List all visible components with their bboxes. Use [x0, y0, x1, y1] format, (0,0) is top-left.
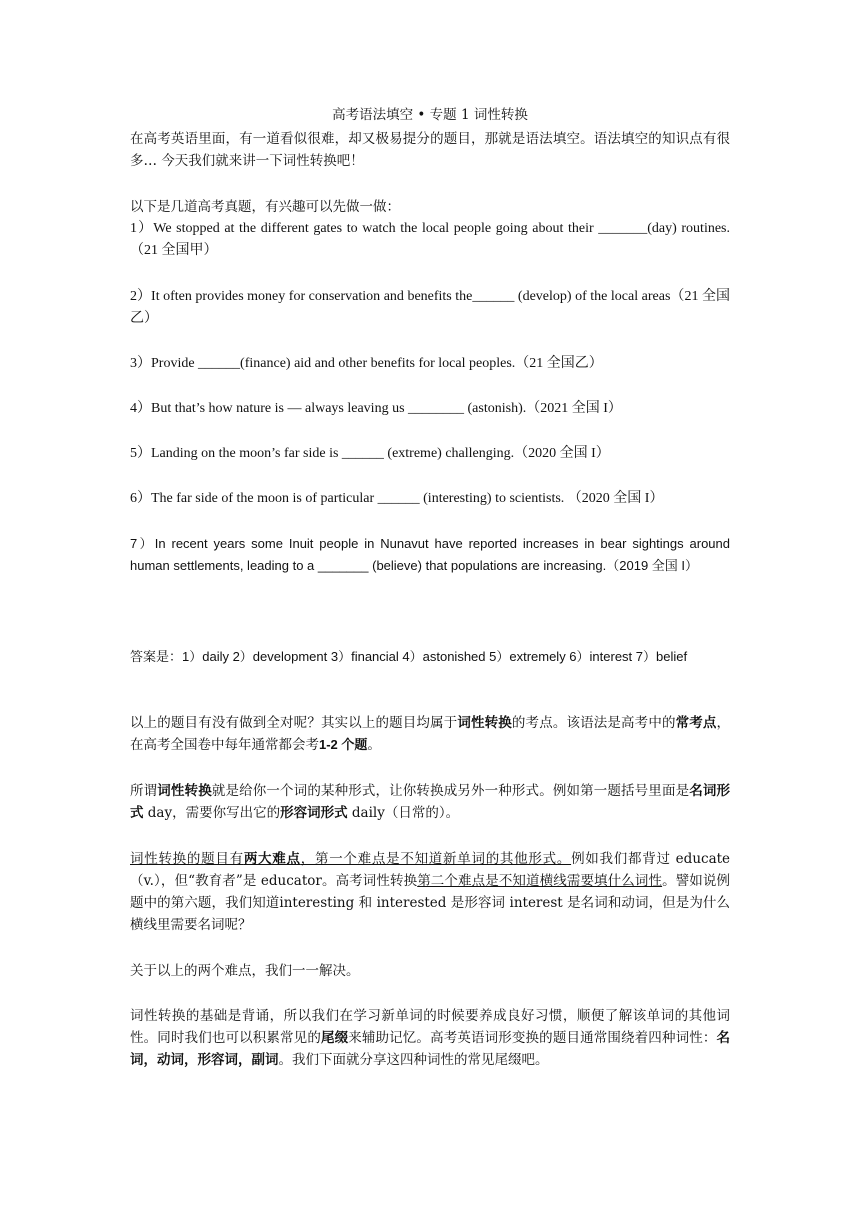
first-difficulty: ，第一个难点是不知道新单词的其他形式。: [300, 851, 572, 867]
solve-line: 关于以上的两个难点，我们一一解决。: [130, 963, 360, 979]
keyword-two-difficulties: 两大难点: [243, 851, 301, 867]
keyword-noun-form: 名词形式: [130, 783, 731, 821]
keyword-suffix: 尾缀: [320, 1030, 349, 1046]
lead-line: 以下是几道高考真题，有兴趣可以先做一做：: [130, 199, 400, 215]
question-3: 3）Provide ______(finance) aid and other benefits for local peoples.（21 全国乙）: [130, 356, 603, 371]
basis-paragraph: 词性转换的基础是背诵，所以我们在学习新单词的时候要养成良好习惯，顺便了解该单词的其他词性。同时我们也可以积累常见的尾缀来辅助记忆。高考英语词形变换的题目通常围绕着四种词性：名词，动词，形容词，副词。我们下面就分享这四种词性的常见尾缀吧。: [130, 1008, 731, 1068]
question-2: 2）It often provides money for conservation and benefits the______ (develop) of the local areas（21 全国乙）: [130, 289, 730, 326]
question-1: 1）We stopped at the different gates to watch the local people going about their _______(day) routines.（21 全国甲）: [130, 221, 730, 258]
intro-paragraph: 在高考英语里面，有一道看似很难，却又极易提分的题目，那就是语法填空。语法填空的知识点有很多… 今天我们就来讲一下词性转换吧！: [130, 131, 730, 169]
definition-paragraph: 所谓词性转换就是给你一个词的某种形式，让你转换成另外一种形式。例如第一题括号里面是名词形式 day，需要你写出它的形容词形式 daily（日常的）。: [130, 783, 731, 821]
difficulty-paragraph: 词性转换的题目有两大难点，第一个难点是不知道新单词的其他形式。例如我们都背过 educate（v.），但“教育者”是 educator。高考词性转换第二个难点是不知道横线需要填什么词性。譬如说例题中的第六题，我们知道interesting 和 interested 是形容词 interest 是名词和动词，但是为什么横线里需要名词呢？: [130, 851, 731, 933]
answers-line: 答案是：1）daily 2）development 3）financial 4）astonished 5）extremely 6）interest 7）belief: [130, 649, 688, 664]
document-title: 高考语法填空 • 专题 1 词性转换: [332, 107, 528, 123]
keyword-question-count: 1-2 个题: [319, 737, 368, 752]
second-difficulty: 第二个难点是不知道横线需要填什么词性: [417, 873, 663, 889]
question-7: 7）In recent years some Inuit people in Nunavut have reported increases in bear sightings around human settlements, leading to a _______ (believe) that populations are increasing.（2019 全国 I）: [130, 536, 730, 573]
keyword-word-class-conversion-2: 词性转换: [157, 783, 212, 799]
summary-paragraph: 以上的题目有没有做到全对呢？其实以上的题目均属于词性转换的考点。该语法是高考中的常考点，在高考全国卷中每年通常都会考1-2 个题。: [130, 715, 731, 753]
question-4: 4）But that’s how nature is — always leaving us ________ (astonish).（2021 全国 I）: [130, 401, 622, 416]
keyword-four-word-classes: 名词，动词，形容词，副词: [130, 1030, 731, 1068]
keyword-adjective-form: 形容词形式: [280, 805, 348, 821]
keyword-word-class-conversion: 词性转换: [457, 715, 512, 731]
question-5: 5）Landing on the moon’s far side is ______ (extreme) challenging.（2020 全国 I）: [130, 446, 610, 461]
keyword-common-point: 常考点: [675, 715, 717, 731]
question-6: 6）The far side of the moon is of particular ______ (interesting) to scientists. （2020 全国 I）: [130, 491, 664, 506]
